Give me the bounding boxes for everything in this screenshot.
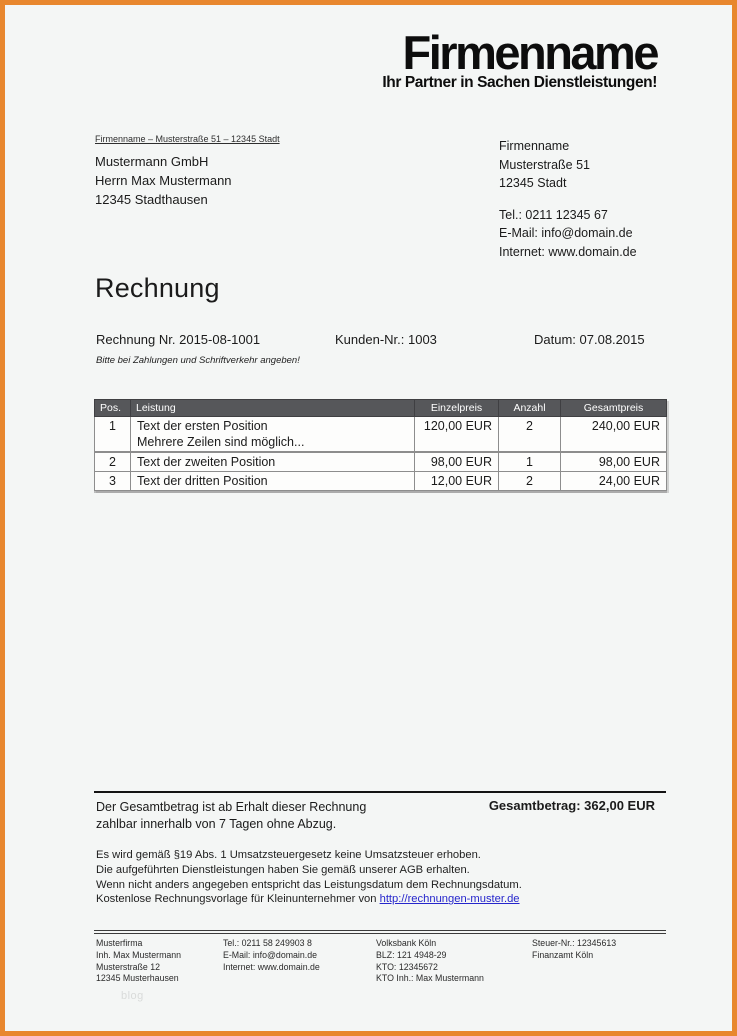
company-tagline: Ihr Partner in Sachen Dienstleistungen! [382, 74, 657, 91]
payment-reference-note: Bitte bei Zahlungen und Schriftverkehr angeben! [96, 355, 300, 366]
grand-total: Gesamtbetrag: 362,00 EUR [488, 798, 655, 813]
recipient-line: 12345 Stadthausen [95, 192, 208, 207]
cell-anzahl: 2 [499, 417, 561, 453]
customer-number: Kunden-Nr.: 1003 [335, 332, 437, 347]
legal-line: Die aufgeführten Dienstleistungen haben Sie gemäß unserer AGB erhalten. [96, 863, 470, 876]
invoice-number: Rechnung Nr. 2015-08-1001 [96, 332, 261, 347]
legal-line: Wenn nicht anders angegeben entspricht das Leistungsdatum dem Rechnungsdatum. [96, 878, 522, 891]
payment-terms-line: Der Gesamtbetrag ist ab Erhalt dieser Rechnung [96, 800, 367, 814]
footer-line: Volksbank Köln [376, 938, 437, 948]
template-source-link[interactable]: http://rechnungen-muster.de [379, 893, 520, 906]
spacer [499, 193, 637, 206]
table-row [95, 472, 667, 491]
footer-line: Finanzamt Köln [532, 949, 594, 960]
line-items-table [94, 399, 667, 491]
col-header-einzelpreis: Einzelpreis [415, 400, 499, 417]
legal-notes [96, 848, 522, 907]
company-name-logo: Firmenname [402, 26, 657, 79]
company-phone: Tel.: 0211 12345 67 [499, 207, 608, 222]
totals-divider [94, 791, 666, 793]
footer-line: KTO: 12345672 [376, 961, 438, 972]
footer-contact-block [223, 938, 320, 973]
table-row [95, 417, 667, 453]
cell-anzahl: 2 [499, 472, 561, 491]
cell-pos: 2 [95, 452, 131, 472]
cell-einzelpreis: 98,00 EUR [415, 452, 499, 472]
cell-gesamtpreis: 240,00 EUR [561, 417, 667, 453]
leistung-line-2: Mehrere Zeilen sind möglich... [137, 435, 305, 449]
watermark-text: blog [121, 990, 144, 1002]
footer-line: E-Mail: info@domain.de [223, 949, 318, 960]
page-title: Rechnung [95, 273, 220, 303]
legal-line [96, 892, 522, 907]
footer-line: Tel.: 0211 58 249903 8 [223, 938, 312, 948]
footer-line: Musterstraße 12 [96, 961, 161, 972]
footer-line: Inh. Max Mustermann [96, 949, 182, 960]
col-header-pos: Pos. [95, 400, 131, 417]
cell-einzelpreis: 12,00 EUR [415, 472, 499, 491]
recipient-address-block [95, 152, 232, 209]
cell-anzahl: 1 [499, 452, 561, 472]
cell-leistung: Text der dritten Position [131, 472, 415, 491]
invoice-date: Datum: 07.08.2015 [534, 332, 645, 347]
company-address-line: 12345 Stadt [499, 176, 567, 190]
cell-gesamtpreis: 98,00 EUR [561, 452, 667, 472]
recipient-line: Mustermann GmbH [95, 154, 209, 169]
cell-pos: 1 [95, 417, 131, 453]
footer-line: BLZ: 121 4948-29 [376, 949, 447, 960]
sender-address-line: Firmenname – Musterstraße 51 – 12345 Stadt [95, 134, 280, 144]
legal-line: Es wird gemäß §19 Abs. 1 Umsatzsteuergesetz keine Umsatzsteuer erhoben. [96, 849, 481, 861]
company-info-block [499, 137, 637, 261]
footer-divider [94, 930, 666, 934]
footer-line: Internet: www.domain.de [223, 961, 320, 972]
leistung-line-1: Text der ersten Position [137, 419, 268, 433]
company-address-line: Musterstraße 51 [499, 157, 591, 172]
legal-line-prefix: Kostenlose Rechnungsvorlage für Kleinunternehmer von [96, 893, 380, 906]
footer-line: Steuer-Nr.: 12345613 [532, 938, 617, 948]
table-row [95, 452, 667, 472]
footer-tax-block [532, 938, 616, 962]
payment-terms [96, 799, 366, 833]
table-header-row [95, 400, 667, 417]
col-header-anzahl: Anzahl [499, 400, 561, 417]
footer-line: KTO Inh.: Max Mustermann [376, 973, 484, 984]
footer-line: 12345 Musterhausen [96, 973, 179, 984]
cell-leistung [131, 417, 415, 453]
company-logo-block [382, 26, 657, 92]
company-email: E-Mail: info@domain.de [499, 226, 633, 240]
recipient-line: Herrn Max Mustermann [95, 173, 232, 188]
cell-einzelpreis: 120,00 EUR [415, 417, 499, 453]
footer-bank-block [376, 938, 484, 985]
cell-gesamtpreis: 24,00 EUR [561, 472, 667, 491]
cell-leistung: Text der zweiten Position [131, 452, 415, 472]
company-address-line: Firmenname [499, 139, 570, 153]
col-header-gesamtpreis: Gesamtpreis [561, 400, 667, 417]
col-header-leistung: Leistung [131, 400, 415, 417]
footer-line: Musterfirma [96, 938, 143, 948]
payment-terms-line: zahlbar innerhalb von 7 Tagen ohne Abzug. [96, 817, 337, 831]
company-website: Internet: www.domain.de [499, 244, 637, 259]
cell-pos: 3 [95, 472, 131, 491]
footer-company-block [96, 938, 181, 985]
